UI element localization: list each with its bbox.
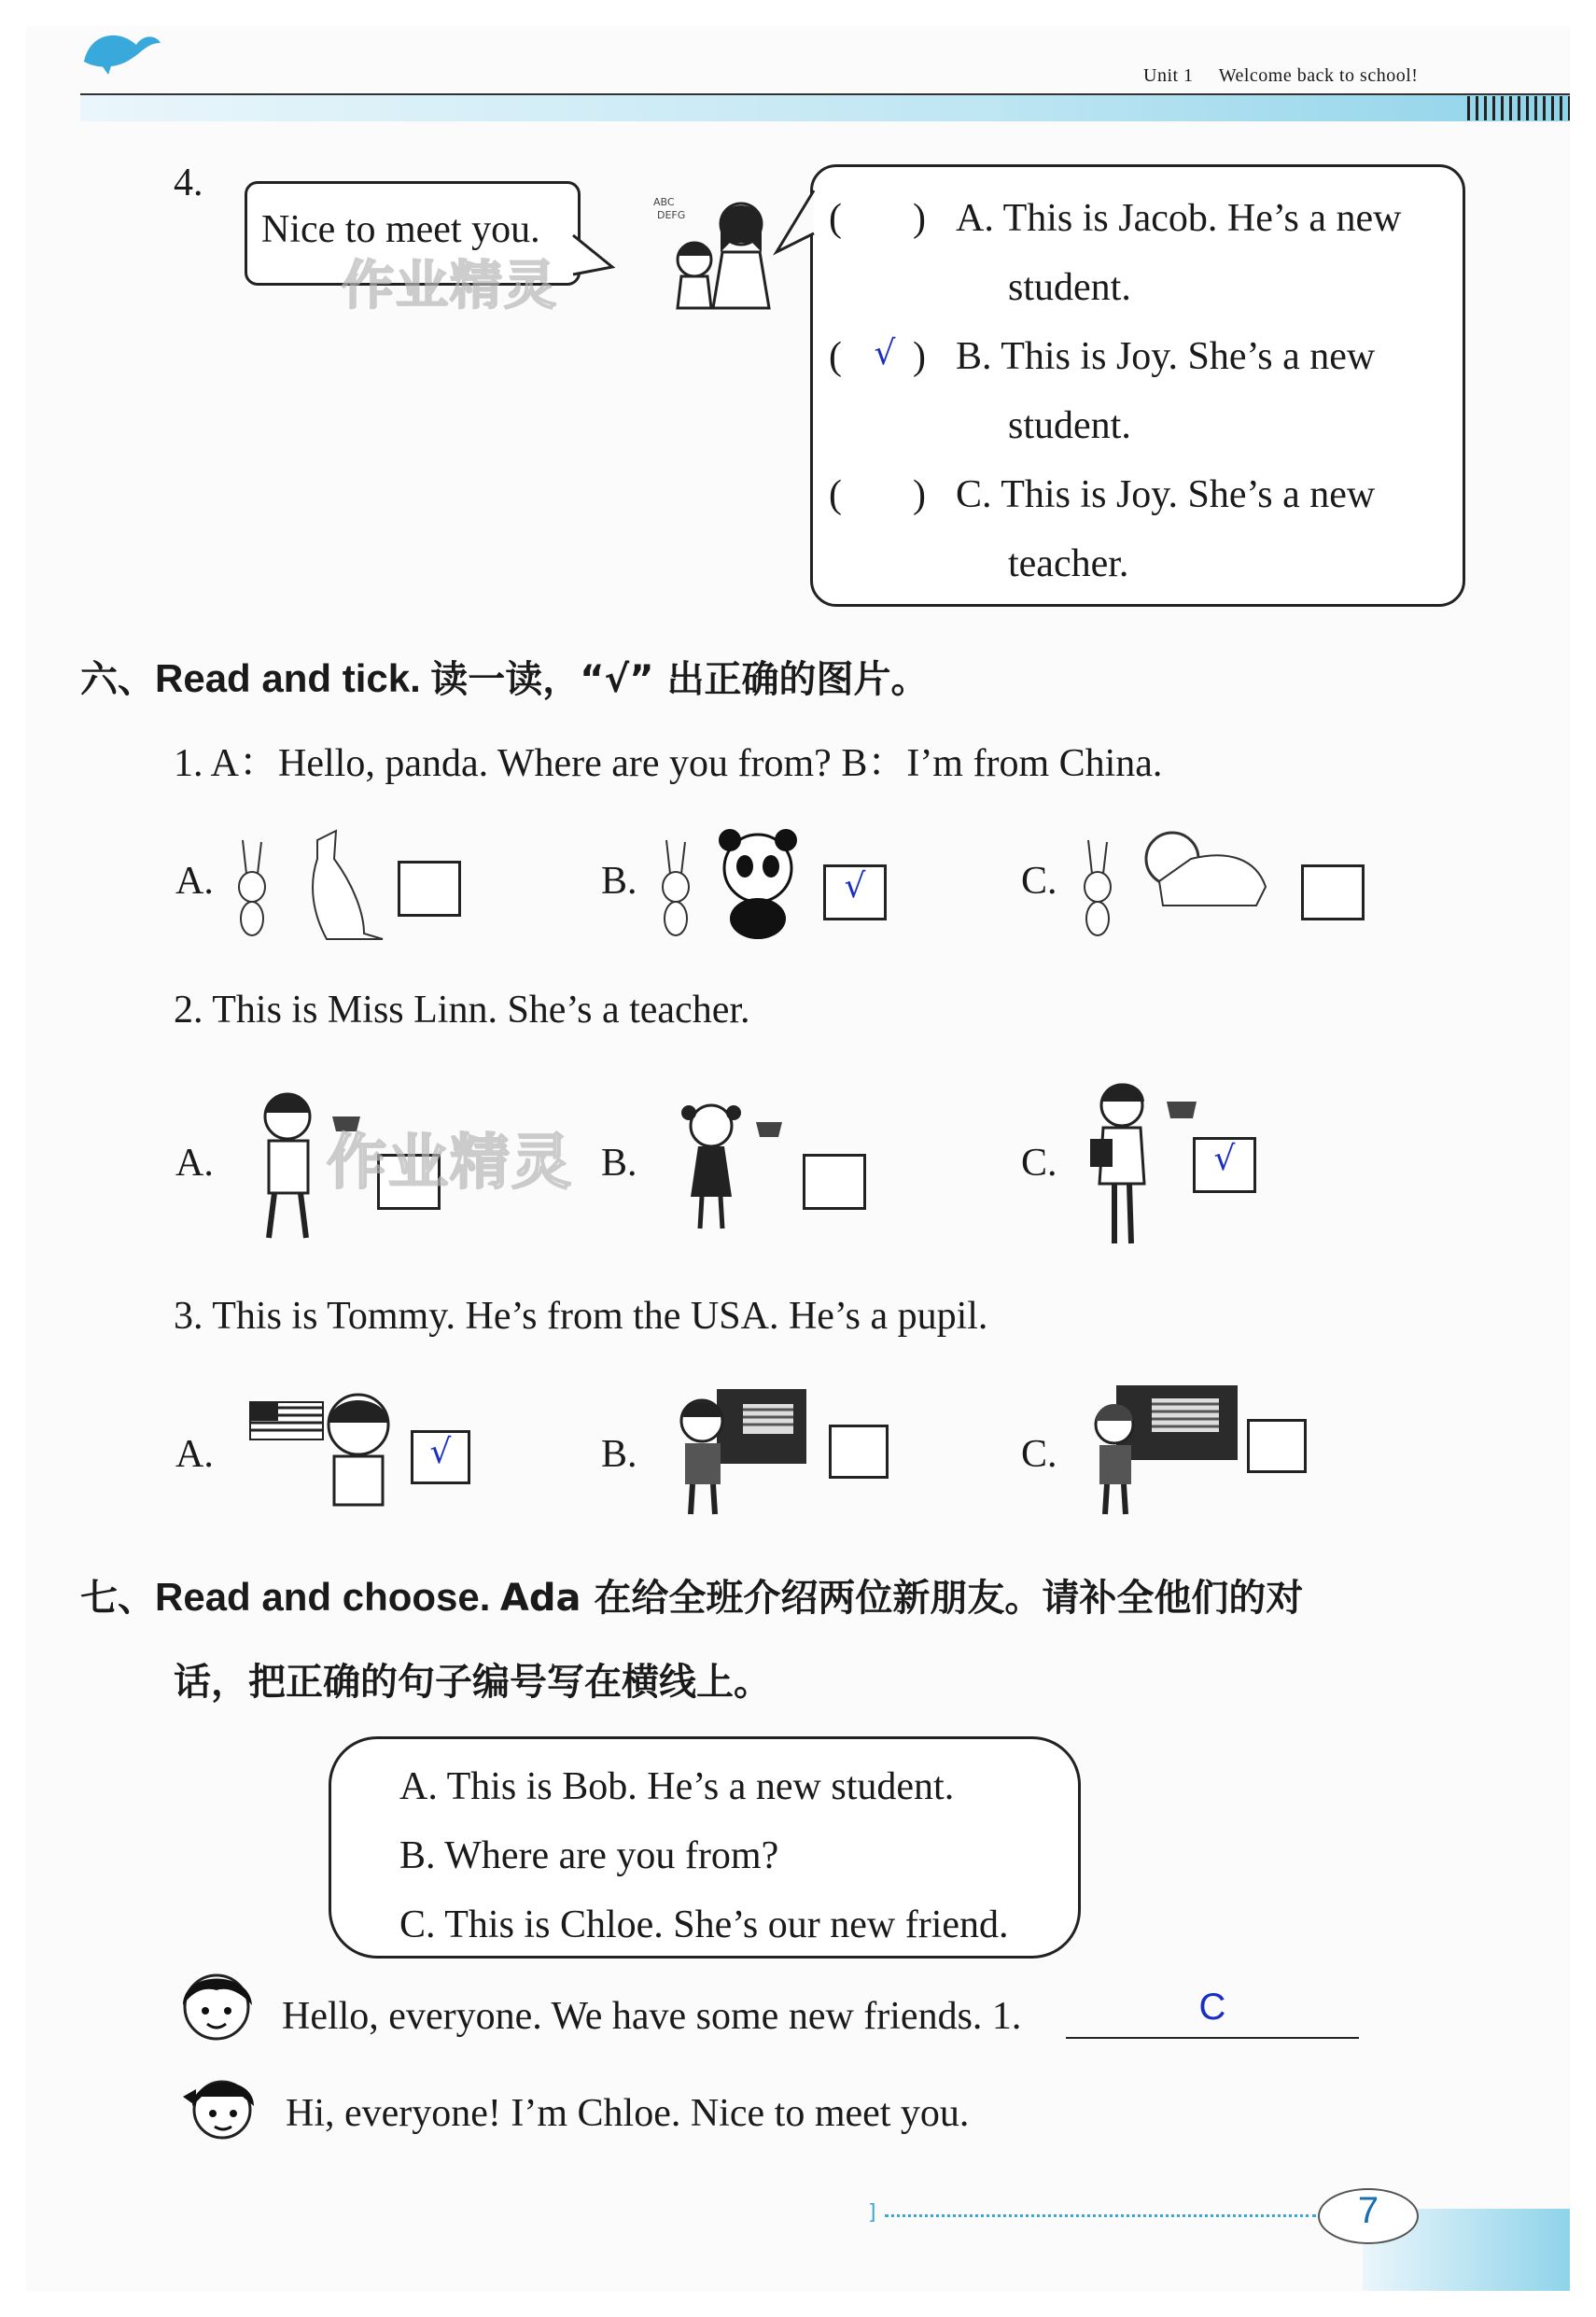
- tick-box[interactable]: [823, 864, 887, 920]
- chloe-avatar-icon: [175, 2069, 259, 2143]
- tick-box[interactable]: [829, 1425, 889, 1479]
- rabbit-panda-illustration: [648, 821, 806, 943]
- page-number: 7: [1357, 2190, 1379, 2231]
- tick-box[interactable]: [1301, 864, 1365, 920]
- section-title-cn: Ada 在给全班介绍两位新朋友。请补全他们的对: [499, 1577, 1304, 1620]
- tick-box[interactable]: [803, 1154, 866, 1210]
- tick-mark: √: [844, 867, 866, 906]
- header-rule: [80, 93, 1570, 95]
- tick-box[interactable]: [411, 1430, 470, 1484]
- section-number: 七、: [80, 1577, 155, 1620]
- paren-close: ): [913, 473, 926, 516]
- svg-text:ABC: ABC: [653, 196, 675, 208]
- answer-blank[interactable]: [1066, 2037, 1359, 2039]
- watermark: 作业精灵: [327, 1129, 573, 1198]
- option-label: A.: [175, 860, 214, 903]
- teacher-and-girl-illustration: [648, 187, 788, 317]
- option-label: C.: [1021, 860, 1057, 903]
- choice-c: C. This is Chloe. She’s our new friend.: [399, 1903, 1009, 1946]
- option-line-1: A. This is Jacob. He’s a new: [956, 197, 1402, 240]
- footer-dotted-line: [885, 2214, 1316, 2217]
- section-number: 六、: [80, 658, 155, 701]
- tick-box[interactable]: [1193, 1137, 1256, 1193]
- answer-text: C: [1198, 1987, 1226, 2028]
- unit-label: Unit 1: [1143, 65, 1194, 86]
- item-2-sentence: 2. This is Miss Linn. She’s a teacher.: [174, 989, 750, 1032]
- item-3-sentence: 3. This is Tommy. He’s from the USA. He’s a pupil.: [174, 1295, 988, 1338]
- option-label: B.: [601, 1142, 637, 1185]
- teacher-with-cake-illustration: [1073, 1074, 1204, 1251]
- section-title-en: Read and tick.: [155, 656, 421, 700]
- speech-bubble-tail: [560, 233, 616, 280]
- ada-avatar-icon: [175, 1964, 259, 2043]
- dialog-text: Hi, everyone! I’m Chloe. Nice to meet you.: [286, 2092, 970, 2135]
- option-line-1: C. This is Joy. She’s a new: [956, 473, 1376, 516]
- girl-at-blackboard-illustration: [1088, 1382, 1247, 1522]
- tick-box[interactable]: [398, 861, 461, 917]
- paren-open: (: [829, 197, 842, 240]
- tick-mark: √: [429, 1433, 452, 1471]
- paren-open: (: [829, 473, 842, 516]
- choice-b: B. Where are you from?: [399, 1834, 779, 1877]
- option-line-2: student.: [1008, 266, 1131, 309]
- svg-text:DEFG: DEFG: [657, 209, 686, 221]
- options-bubble-tail: [773, 187, 819, 271]
- header-title: [1143, 65, 1418, 87]
- question-number: 4.: [174, 161, 203, 204]
- answer-mark: √: [874, 334, 896, 372]
- barcode-decoration: [1467, 96, 1570, 120]
- header-band: [80, 93, 1570, 121]
- boy-at-blackboard-illustration: [670, 1387, 810, 1518]
- footer-bracket-icon: ]: [868, 2201, 876, 2225]
- tick-mark: √: [1213, 1140, 1236, 1178]
- section-6-heading: [80, 650, 928, 703]
- section-7-heading: [80, 1568, 1303, 1622]
- choice-a: A. This is Bob. He’s a new student.: [399, 1765, 955, 1808]
- option-label: C.: [1021, 1433, 1057, 1476]
- option-line-2: teacher.: [1008, 542, 1129, 585]
- tick-box[interactable]: [1247, 1419, 1307, 1473]
- flag-and-boy-illustration: [248, 1387, 398, 1509]
- paren-close: ): [913, 335, 926, 378]
- speech-text: Nice to meet you.: [261, 208, 540, 251]
- watermark: 作业精灵: [342, 256, 558, 316]
- option-label: A.: [175, 1142, 214, 1185]
- unit-title: Welcome back to school!: [1218, 65, 1419, 86]
- section-7-heading-line-2: 话，把正确的句子编号写在横线上。: [174, 1661, 771, 1704]
- rabbit-kangaroo-illustration: [224, 821, 392, 943]
- option-label: B.: [601, 860, 637, 903]
- dialog-text: Hello, everyone. We have some new friends. 1.: [282, 1995, 1022, 2038]
- option-line-1: B. This is Joy. She’s a new: [956, 335, 1376, 378]
- rabbit-lion-illustration: [1070, 821, 1284, 943]
- girl-with-cake-illustration: [665, 1088, 795, 1238]
- option-label: A.: [175, 1433, 214, 1476]
- option-label: C.: [1021, 1142, 1057, 1185]
- paren-open: (: [829, 335, 842, 378]
- section-title-en: Read and choose.: [155, 1575, 491, 1619]
- option-line-2: student.: [1008, 404, 1131, 447]
- paren-close: ): [913, 197, 926, 240]
- section-title-cn: 读一读，“√” 出正确的图片。: [430, 658, 929, 701]
- item-1-sentence: 1. A：Hello, panda. Where are you from? B：I’m from China.: [174, 742, 1163, 785]
- option-label: B.: [601, 1433, 637, 1476]
- bird-logo-icon: [80, 24, 164, 77]
